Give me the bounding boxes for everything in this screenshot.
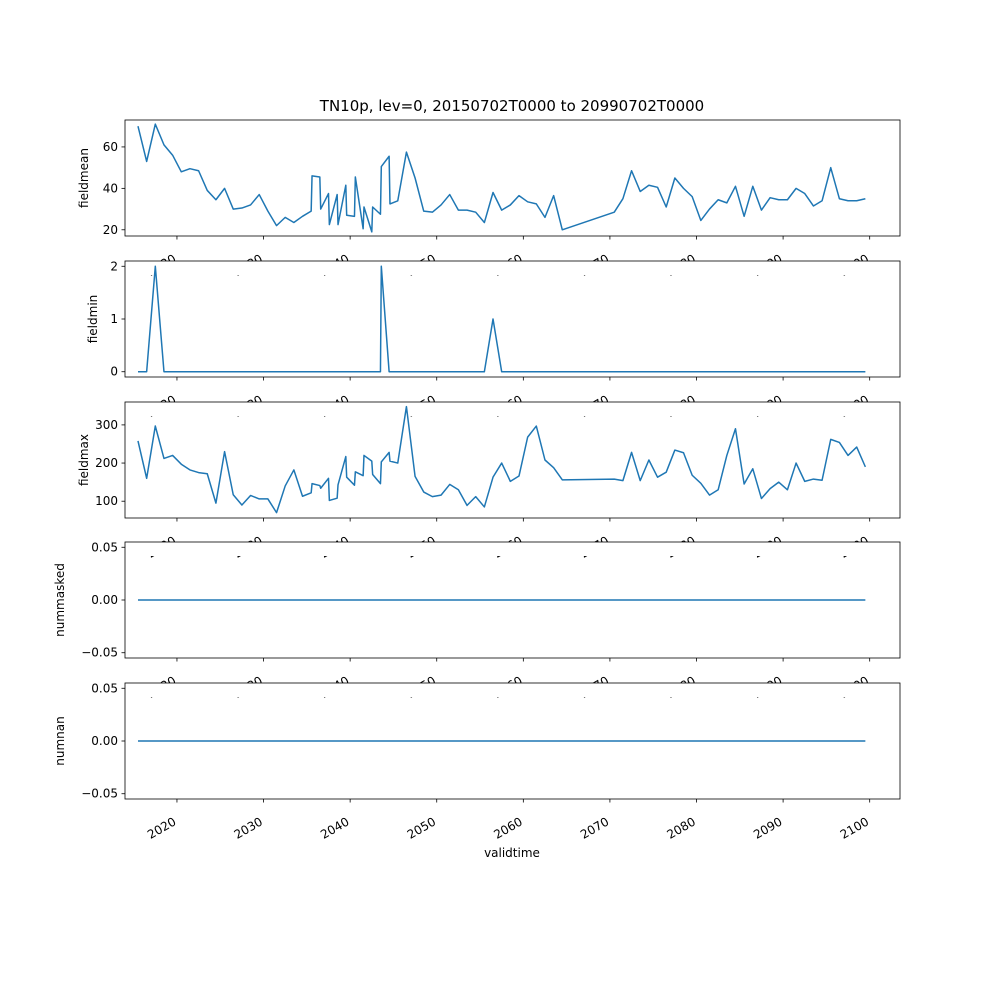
subplot-nummasked: [53, 540, 900, 701]
subplot-numnan: [53, 681, 900, 842]
axes-frame: [125, 120, 900, 236]
y-tick-label: 0.00: [91, 734, 118, 748]
subplot-fieldmean: [77, 120, 900, 279]
x-tick-label: 2030: [231, 814, 266, 842]
label-overlap-mask: [125, 542, 900, 556]
y-axis-label: fieldmax: [77, 433, 91, 487]
x-axis-label: validtime: [484, 846, 540, 860]
subplot-stack: [53, 120, 900, 842]
x-tick-label: 2080: [664, 814, 699, 842]
series-line-fieldmax: [138, 407, 865, 513]
subplot-fieldmin: [86, 259, 900, 420]
x-tick-label: 2100: [837, 814, 872, 842]
y-tick-label: 0: [110, 364, 118, 379]
x-tick-label: 2090: [751, 814, 785, 842]
series-line-fieldmin: [138, 266, 865, 371]
series-line-fieldmean: [138, 124, 865, 232]
y-tick-label: 200: [95, 456, 118, 471]
y-tick-label: 1: [110, 312, 118, 326]
y-axis-label: numnan: [53, 716, 67, 766]
y-tick-label: 20: [102, 222, 118, 237]
x-tick-label: 2070: [577, 814, 612, 842]
y-axis-label: nummasked: [53, 563, 67, 637]
y-axis-label: fieldmin: [86, 294, 100, 344]
y-tick-label: 100: [95, 494, 118, 509]
subplot-fieldmax: [77, 402, 900, 561]
axes-frame: [125, 402, 900, 518]
y-tick-label: 2: [110, 259, 118, 274]
x-tick-label: 2060: [491, 814, 525, 842]
y-tick-label: −0.05: [81, 786, 118, 801]
x-tick-label: 2040: [318, 814, 352, 842]
y-tick-label: 40: [102, 181, 118, 196]
y-tick-label: −0.05: [81, 645, 118, 660]
label-overlap-mask: [125, 402, 900, 416]
y-tick-label: 60: [102, 139, 118, 154]
x-tick-label: 2050: [404, 814, 439, 842]
y-tick-label: 0.05: [91, 681, 118, 696]
axes-frame: [125, 261, 900, 377]
y-tick-label: 300: [95, 417, 118, 432]
chart-title: TN10p, lev=0, 20150702T0000 to 20990702T0000: [319, 97, 705, 115]
y-axis-label: fieldmean: [77, 148, 91, 208]
y-tick-label: 0.05: [91, 540, 118, 555]
y-tick-label: 0.00: [91, 593, 118, 607]
x-tick-label: 2020: [145, 814, 179, 842]
label-overlap-mask: [125, 261, 900, 275]
label-overlap-mask: [125, 683, 900, 697]
